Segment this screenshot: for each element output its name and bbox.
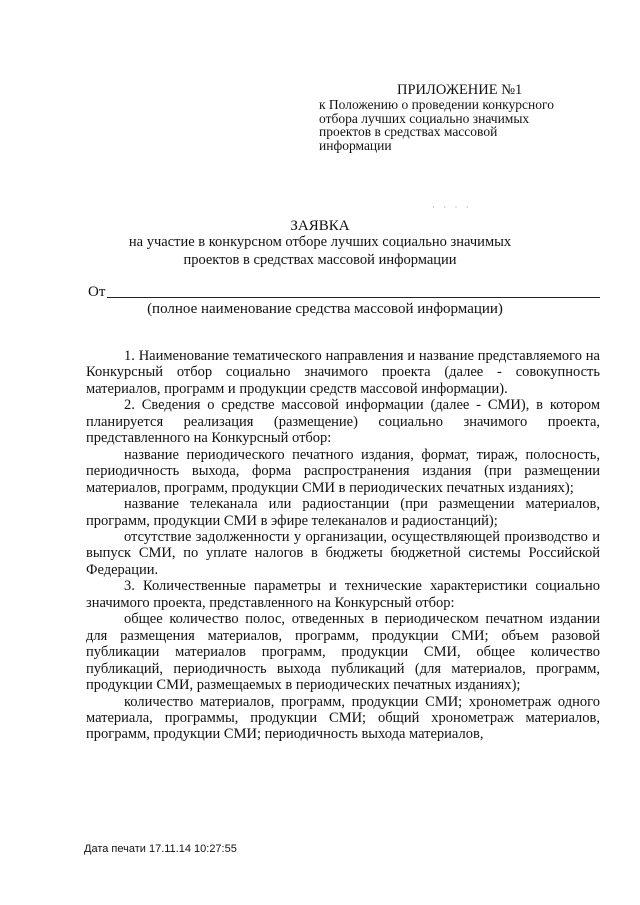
document-subtitle: на участие в конкурсном отборе лучших социально значимых проектов в средствах массовой информации [128, 234, 512, 268]
body-paragraph: 2. Сведения о средстве массовой информации (далее - СМИ), в котором планируется реализация (размещение) социально значимого проекта, представленного на Конкурсный отбор: [86, 397, 600, 447]
body-paragraph: название телеканала или радиостанции (при размещении материалов, программ, продукции СМИ в эфире телеканалов и радиостанций); [86, 496, 600, 529]
from-fill-line [107, 297, 600, 298]
appendix-title: ПРИЛОЖЕНИЕ №1 [397, 82, 523, 98]
document-title: ЗАЯВКА [290, 218, 350, 234]
appendix-block [319, 82, 609, 152]
from-field [88, 284, 600, 300]
body-paragraph: название периодического печатного издания, формат, тираж, полосность, периодичность выхода, форма распространения издания (при размещении материалов, программ, продукции СМИ в периодических печатных изданиях); [86, 446, 600, 496]
document-body [86, 348, 600, 743]
appendix-line: информации [319, 137, 392, 153]
body-paragraph: общее количество полос, отведенных в периодическом печатном издании для размещения материалов, программ, продукции СМИ; объем разовой публикации материалов программ, продукции СМИ, общее количество публикаций, периодичность выхода публикаций (для материалов, программ, продукции СМИ, размещаемых в периодических печатных изданиях); [86, 611, 600, 694]
appendix-line: к Положению о проведении конкурсного [319, 97, 554, 112]
body-paragraph: отсутствие задолженности у организации, осуществляющей производство и выпуск СМИ, по уплате налогов в бюджеты бюджетной системы Российской Федерации. [86, 528, 600, 578]
body-paragraph: 3. Количественные параметры и технические характеристики социально значимого проекта, представленного на Конкурсный отбор: [86, 578, 600, 611]
body-paragraph: количество материалов, программ, продукции СМИ; хронометраж одного материала, программы, продукции СМИ; общий хронометраж материалов, программ, продукции СМИ; периодичность выхода материалов, [86, 693, 600, 743]
from-label: От [88, 284, 106, 300]
body-paragraph: 1. Наименование тематического направления и название представляемого на Конкурсный отбор социально значимого проекта (далее - совокупность материалов, программ и продукции средств массовой информации). [86, 348, 600, 397]
appendix-line: проектов в средствах массовой [319, 124, 498, 139]
scan-artifact-dots: · · · · [432, 202, 472, 212]
from-caption: (полное наименование средства массовой информации) [147, 301, 503, 317]
print-date-footer: Дата печати 17.11.14 10:27:55 [84, 843, 237, 855]
appendix-line: отбора лучших социально значимых [319, 110, 530, 126]
